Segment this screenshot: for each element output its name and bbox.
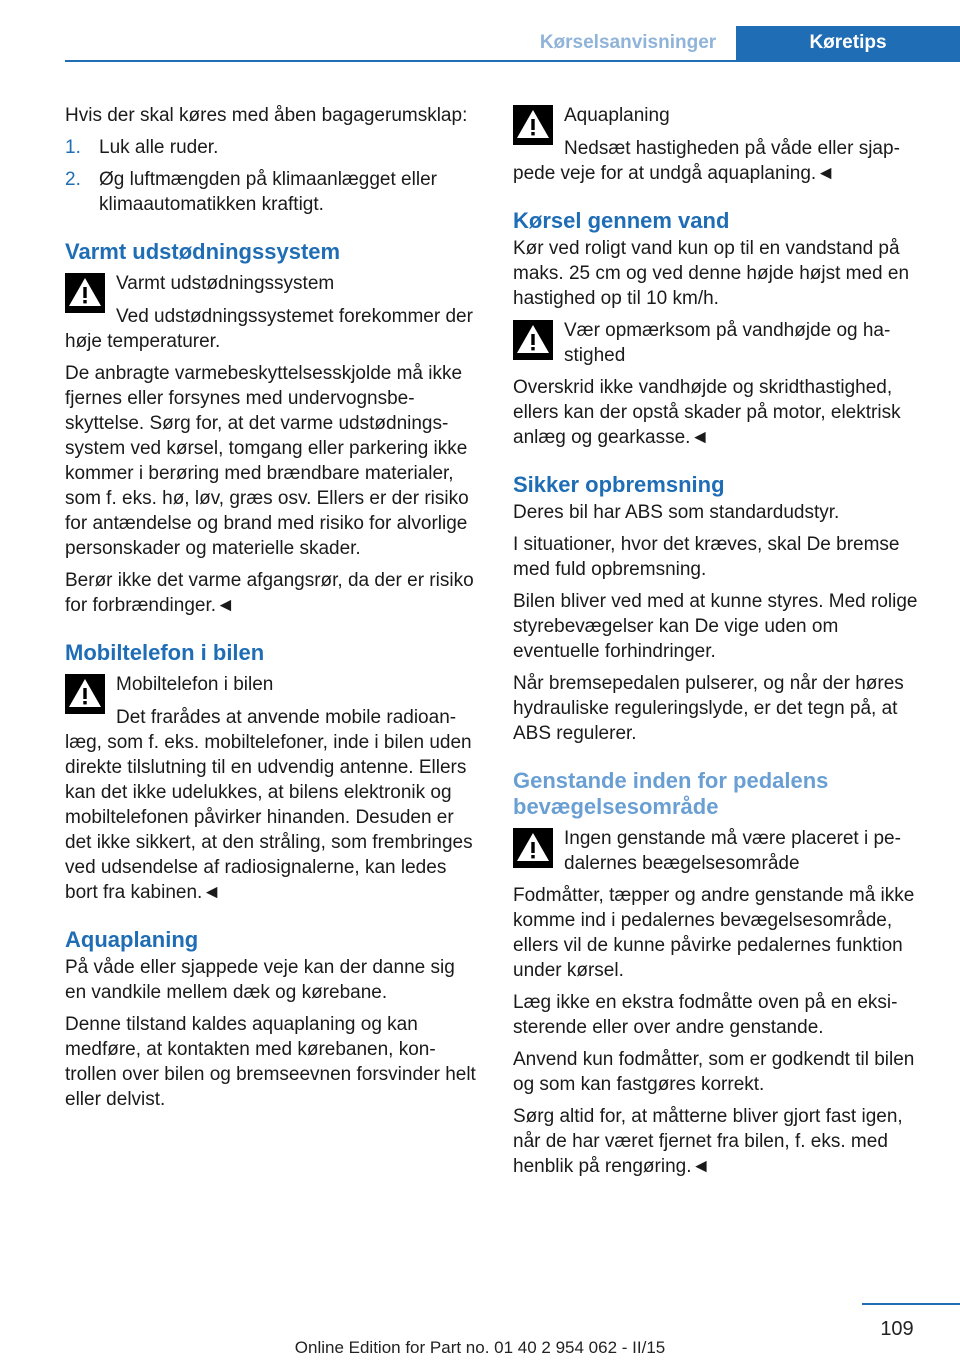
warning-triangle-icon (65, 273, 105, 313)
footer-rule (862, 1303, 960, 1305)
warning-box (513, 103, 928, 186)
warning-triangle-icon (65, 674, 105, 714)
header-rule (65, 60, 960, 62)
warning-text: Det frarådes at anvende mobile radioanlæg, som f. eks. mobiltelefoner, inde i bilen uden direkte tilslutning til en udvendig antenne. Ellers kan det ikke udelukkes, at bilens elektronik og mobiltelefonen påvirker hinanden. Desuden er det ikke sikkert, at den stråling, som frembringes ved udsendelse af radiosignalerne, kan ledes bort fra kabinen.◄ (65, 707, 473, 903)
intro-text: Hvis der skal køres med åben bagagerumsklap: (65, 105, 468, 126)
warning-box (513, 318, 928, 368)
section-heading: Kørsel gennem vand (513, 208, 730, 233)
warning-triangle-icon (513, 105, 553, 145)
subsection-heading: Genstande inden for pedalens bevægelsesområde (513, 768, 829, 819)
section-heading: Mobiltelefon i bilen (65, 640, 265, 665)
paragraph: Læg ikke en ekstra fodmåtte oven på en eksisterende eller over andre genstande. (513, 992, 898, 1038)
paragraph: I situationer, hvor det kræves, skal De bremse med fuld opbremsning. (513, 534, 900, 580)
footer-edition: Online Edition for Part no. 01 40 2 954 062 - II/15 (294, 1338, 666, 1357)
warning-text: Vær opmærksom på vandhøjde og hastighed (564, 320, 891, 366)
step-text: Øg luftmængden på klimaanlægget eller klimaautomatikken kraftigt. (99, 169, 437, 215)
right-column (513, 103, 928, 1186)
paragraph: Deres bil har ABS som standardudstyr. (513, 502, 840, 523)
warning-title: Aquaplaning (564, 105, 670, 126)
warning-triangle-icon (513, 320, 553, 360)
paragraph: På våde eller sjappede veje kan der danne sig en vandkile mellem dæk og kørebane. (65, 957, 455, 1003)
paragraph: Anvend kun fodmåtter, som er godkendt til bilen og som kan fastgøres korrekt. (513, 1049, 915, 1095)
step-number: 2. (65, 169, 81, 190)
section-heading: Aquaplaning (65, 927, 199, 952)
section-heading: Sikker opbremsning (513, 472, 725, 497)
warning-title: Mobiltelefon i bilen (116, 674, 274, 695)
paragraph: Fodmåtter, tæpper og andre genstande må ikke komme ind i pedalernes bevægelsesområde, ellers vil de kunne påvirke pedalernes funktion under kørsel. (513, 885, 915, 981)
warning-text: Nedsæt hastigheden på våde eller sjappede veje for at undgå aquaplaning.◄ (513, 138, 900, 184)
left-column (65, 103, 480, 1119)
warning-box (65, 672, 480, 905)
page-number: 109 (880, 1318, 914, 1340)
warning-box (65, 271, 480, 354)
list-item (65, 135, 480, 160)
header-section-tab[interactable]: Kørselsanvisninger (539, 32, 717, 53)
warning-title: Varmt udstødningssystem (116, 273, 335, 294)
paragraph: Overskrid ikke vandhøjde og skridthastighed, ellers kan der opstå skader på motor, elektrisk anlæg og gearkasse.◄ (513, 377, 901, 448)
step-number: 1. (65, 137, 81, 158)
warning-triangle-icon (513, 828, 553, 868)
warning-box (513, 826, 928, 876)
paragraph: Kør ved roligt vand kun op til en vandstand på maks. 25 cm og ved denne højde højst med en hastighed op til 10 km/h. (513, 238, 910, 309)
section-heading: Varmt udstødningssystem (65, 239, 341, 264)
paragraph: Når bremsepedalen pulserer, og når der høres hydrauliske reguleringslyde, er det tegn på, at ABS regulerer. (513, 673, 904, 744)
steps-list (65, 135, 480, 217)
paragraph: Bilen bliver ved med at kunne styres. Med rolige styrebevægelser kan De vige uden om eventuelle forhindringer. (513, 591, 918, 662)
step-text: Luk alle ruder. (99, 137, 219, 158)
warning-text: Ingen genstande må være placeret i pedalernes beægelsesområde (564, 828, 901, 874)
paragraph: Berør ikke det varme afgangsrør, da der er risiko for forbrændinger.◄ (65, 570, 474, 616)
list-item (65, 167, 480, 217)
paragraph: Denne tilstand kaldes aquaplaning og kan medføre, at kontakten med kørebanen, kontrollen over bilen og bremseevnen forsvinder helt eller delvist. (65, 1014, 476, 1110)
paragraph: De anbragte varmebeskyttelsesskjolde må ikke fjernes eller forsynes med undervognsbeskyttelse. Sørg for, at det varme udstødningssystem ved kørsel, tomgang eller parkering ikke kommer i berøring med brændbare materialer, som f. eks. hø, løv, græs osv. Ellers er der risiko for antændelse og brand med risiko for alvorlige personskader og materielle skader. (65, 363, 469, 559)
paragraph: Sørg altid for, at måtterne bliver gjort fast igen, når de har været fjernet fra bilen, f. eks. med henblik på rengøring.◄ (513, 1106, 903, 1177)
warning-text: Ved udstødningssystemet forekommer der høje temperaturer. (65, 306, 473, 352)
header-chapter-tab[interactable]: Køretips (736, 26, 960, 60)
